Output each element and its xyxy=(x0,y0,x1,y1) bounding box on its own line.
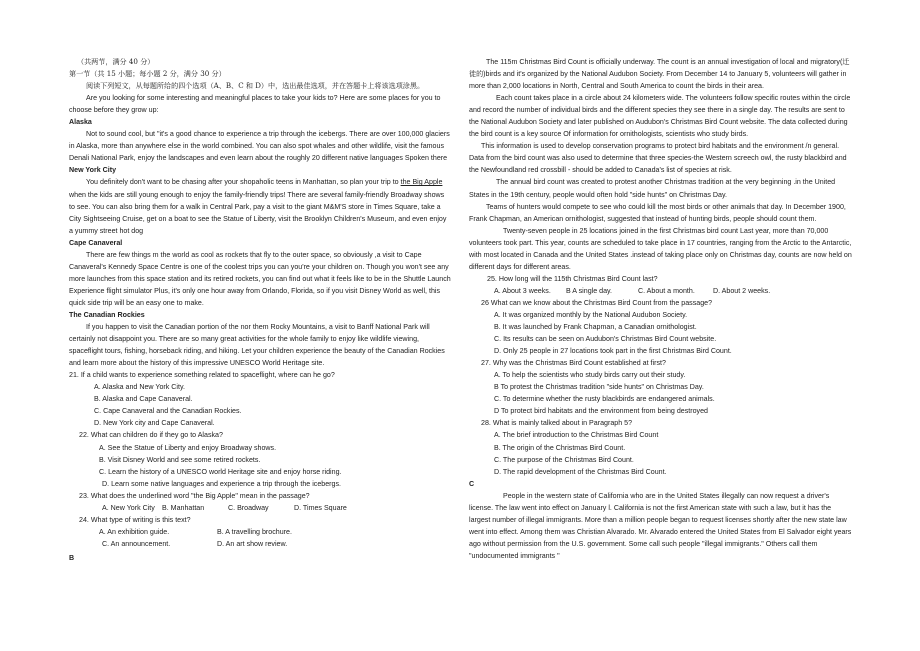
q24-options-cd xyxy=(69,538,452,550)
bird-count-p1: The 115m Christmas Bird Count is officially underway. The count is an annual investigation of local and migratory(迁徙的)birds and it's organized by the National Audubon Society. From December 14 to January 5, volunteers will gather in more than 2,000 locations in North, Central and South America to count the birds in their area. xyxy=(469,58,850,91)
q23-option-d: D. Times Square xyxy=(294,503,347,512)
bird-count-p2: Each count takes place in a circle about 24 kilometers wide. The volunteers follow specific routes within the circle and record the number of individual birds and the different species they see there in a single day. The results are sent to the National Audubon Society and later published on Audubon's Christmas Bird Count website. The data collected during the bird count is a key source Of information for ornithologists, scientists who study birds. xyxy=(469,94,851,139)
q28-option-d: D. The rapid development of the Christmas Bird Count. xyxy=(494,467,667,476)
question-26: 26 What can we know about the Christmas Bird Count from the passage? xyxy=(481,298,713,307)
q24-option-a: A. An exhibition guide. xyxy=(99,527,170,536)
nyc-heading: New York City xyxy=(69,166,117,175)
alaska-paragraph: Not to sound cool, but "it's a good chance to experience a trip through the icebergs. There are over 100,000 glaciers in Alaska, more than anywhere else in the world combined. You can also spot whales and other wildlife, visit the famous Denali National Park, enjoy the landscapes and even learn about the roughly 20 different native languages Spoken there xyxy=(69,130,450,163)
q25-option-c: C. About a month. xyxy=(638,286,695,295)
q21-option-d: D. New York city and Cape Canaveral. xyxy=(94,419,215,428)
passage-c-paragraph: People in the western state of California who are in the United States illegally can now request a driver's license. The law went into effect on January l. California is not the first American state with such a law, but it has the largest number of illegal immigrants. More than a million people began to request licenses shortly after the new state law went into effect. Among them was Christian Alvarado. Mr. Alvarado entered the United States from El Salvador eight years ago without permission from the U.S. government. Some call such people "illegal immigrants." Others call them "undocumented immigrants " xyxy=(469,491,852,560)
right-column xyxy=(469,56,852,562)
passage-c-label: C xyxy=(469,479,475,488)
q27-option-c: C. To determine whether the rusty blackbirds are endangered animals. xyxy=(494,395,715,404)
q23-option-b: B. Manhattan xyxy=(162,503,205,512)
underlined-big-apple: the Big Apple xyxy=(400,178,443,187)
q25-options xyxy=(469,285,852,297)
q28-option-c: C. The purpose of the Christmas Bird Count. xyxy=(494,455,634,464)
bird-count-p4: The annual bird count was created to protest another Christmas tradition at the very beginning .in the United States in the 19th century, people would often hold "side hunts" on Christmas Day. xyxy=(469,178,836,199)
question-23: 23. What does the underlined word "the Big Apple" mean in the passage? xyxy=(79,491,310,500)
q22-option-c: C. Learn the history of a UNESCO world Heritage site and enjoy horse riding. xyxy=(99,467,342,476)
intro-paragraph: Are you looking for some interesting and meaningful places to take your kids to? Here are some places for you to choose before they grow up: xyxy=(69,94,441,115)
q22-option-b: B. Visit Disney World and see some retired rockets. xyxy=(99,455,261,464)
q26-option-b: B. It was launched by Frank Chapman, a Canadian ornithologist. xyxy=(494,323,697,332)
q22-option-a: A. See the Statue of Liberty and enjoy Broadway shows. xyxy=(99,443,277,452)
question-27: 27. Why was the Christmas Bird Count established at first? xyxy=(481,359,666,368)
instructions: 阅读下列短文，从每题所给的四个选项（A、B、C 和 D）中，选出最佳选项，并在答题卡上将该选项涂黑。 xyxy=(86,81,425,91)
q21-option-a: A. Alaska and New York City. xyxy=(94,383,185,392)
question-25: 25. How long will the 115th Christmas Bird Count last? xyxy=(487,274,658,283)
question-28: 28. What is mainly talked about in Paragraph 5? xyxy=(481,419,633,428)
left-column xyxy=(69,56,452,564)
rockies-paragraph: If you happen to visit the Canadian portion of the nor them Rocky Mountains, a visit to Banff National Park will certainly not disappoint you. There are so many great activities for the whole family to enjoy like wildlife viewing, spaceflight tours, fishing, horseback riding, and hiking. Let your children experience the beauty of the Canadian Rockies and learn more about the history of this impressive UNESCO World Heritage site. xyxy=(69,323,445,368)
q25-option-b: B A single day. xyxy=(566,286,613,295)
q25-option-a: A. About 3 weeks. xyxy=(494,286,551,295)
alaska-heading: Alaska xyxy=(69,118,92,127)
section1-title: 第一节（共 15 小题；每小题 2 分，满分 30 分） xyxy=(69,69,226,79)
q27-option-b: B To protest the Christmas tradition "side hunts" on Christmas Day. xyxy=(494,383,704,392)
q24-option-d: D. An art show review. xyxy=(217,539,288,548)
q24-option-c: C. An announcement. xyxy=(102,539,171,548)
q27-option-a: A. To help the scientists who study birds carry out their study. xyxy=(494,371,686,380)
q22-option-d: D. Learn some native languages and experience a trip through the icebergs. xyxy=(102,479,341,488)
q26-option-a: A. It was organized monthly by the National Audubon Society. xyxy=(494,310,688,319)
rockies-heading: The Canadian Rockies xyxy=(69,310,145,319)
q21-option-c: C. Cape Canaveral and the Canadian Rockies. xyxy=(94,407,242,416)
q26-option-d: D. Only 25 people in 27 locations took part in the first Christmas Bird Count. xyxy=(494,347,732,356)
q24-options-ab xyxy=(69,526,452,538)
q23-options xyxy=(69,502,452,514)
cape-heading: Cape Canaveral xyxy=(69,238,123,247)
question-24: 24. What type of writing is this text? xyxy=(79,515,191,524)
q28-option-a: A. The brief introduction to the Christmas Bird Count xyxy=(494,431,659,440)
q21-option-b: B. Alaska and Cape Canaveral. xyxy=(94,395,193,404)
bird-count-p6: Twenty-seven people in 25 locations joined in the first Christmas bird count Last year, more than 70,000 volunteers took part. This year, counts are scheduled to take place in 17 countries, ranging from the Arctic to the Antarctic, with most located in Canada and the United States .instead of taking place only on Christmas day, counts are now held on different days for different areas. xyxy=(469,226,852,271)
question-22: 22. What can children do if they go to Alaska? xyxy=(79,431,223,440)
q26-option-c: C. Its results can be seen on Audubon's Christmas Bird Count website. xyxy=(494,335,717,344)
passage-b-label: B xyxy=(69,553,75,562)
q27-option-d: D To protect bird habitats and the environment from being destroyed xyxy=(494,407,708,416)
bird-count-p3: This information is used to develop conservation programs to protect bird habitats and the environment /n general. Data from the bird count was also used to determine that three species-the Western screech owl, the rusty blackbird and the Newfoundland red crossbill - should be added to Canada's list of species at risk. xyxy=(469,142,847,175)
section-header: （共两节，满分 40 分） xyxy=(77,57,155,66)
q25-option-d: D. About 2 weeks. xyxy=(713,286,771,295)
nyc-paragraph: You definitely don't want to be chasing after your shopaholic teens in Manhattan, so plan your trip to the Big Apple when the kids are still young enough to enjoy the family-friendly trips! There are several family-friendly Broadway shows to see. You can also bring them for a walk in Central Park, pay a visit to the giant M&M'S store in Times Square, take a City Sightseeing Cruise, get on a boat to see the Statue of Liberty, visit the Brooklyn Children's Museum, and even enjoy a yummy street hot dog xyxy=(69,178,447,235)
q24-option-b: B. A travelling brochure. xyxy=(217,527,292,536)
bird-count-p5: Teams of hunters would compete to see who could kill the most birds or other animals that day. In December 1900, Frank Chapman, an American ornithologist, suggested that instead of hunting birds, people should count them. xyxy=(469,202,846,223)
q23-option-a: A. New York City xyxy=(102,503,155,512)
cape-paragraph: There are few things m the world as cool as rockets that fly to the outer space, so obviously ,a visit to Cape Canaveral's Kennedy Space Centre is one of the coolest trips you can you're your children on. Though you won't see any more launches from this space station and its retired rockets, you can find out what it feels like to be in the Shuttle Launch Experience flight simulator Plus, it's only one hour away from Orlando, Florida, so if you visit Disney World as well, this quick side trip will be an easy one to make. xyxy=(69,250,451,307)
q23-option-c: C. Broadway xyxy=(228,503,269,512)
question-21: 21. If a child wants to experience something related to spaceflight, where can he go? xyxy=(69,371,335,380)
q28-option-b: B. The origin of the Christmas Bird Count. xyxy=(494,443,626,452)
